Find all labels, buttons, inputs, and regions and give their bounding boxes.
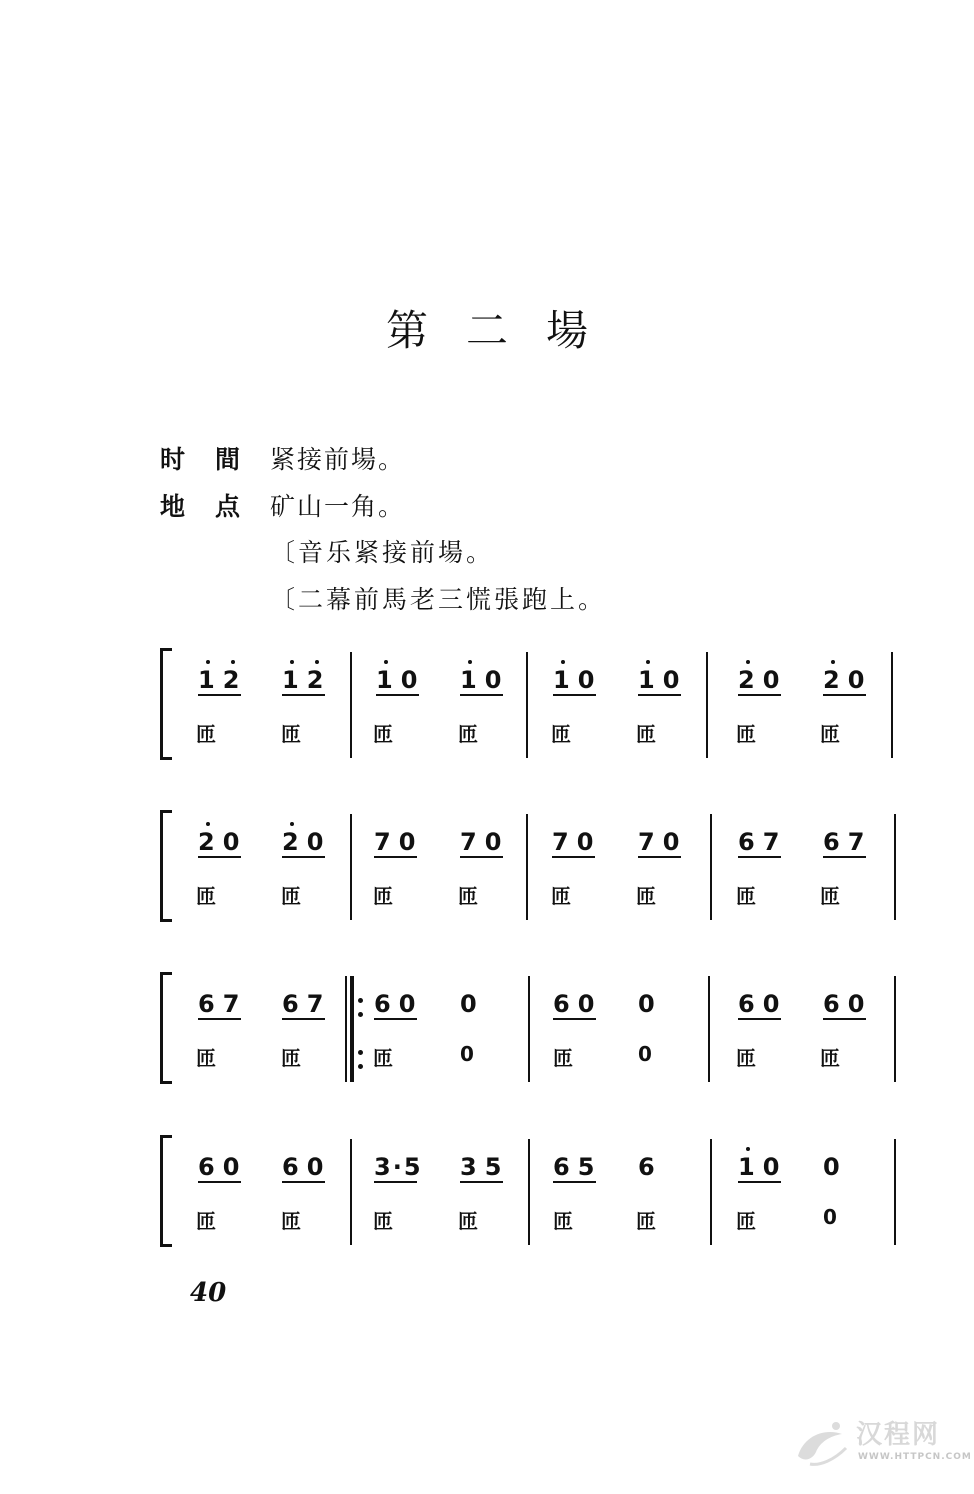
info-text: 紧接前場。 [270,445,406,474]
note: 70 [638,828,688,856]
perc-symbol: 匝 [636,1209,656,1233]
system-bracket [160,1081,172,1084]
barline [350,1139,352,1245]
perc-symbol: 匝 [281,1209,301,1233]
system-bracket [160,972,163,1084]
perc-symbol: 匝 [196,884,216,908]
note: 10 [553,666,603,694]
stage-direction: 〔二幕前馬老三慌張跑上。 [270,585,607,614]
info-time [160,440,405,476]
score-system [160,810,900,922]
system-bracket [160,1135,163,1247]
note: 60 [553,990,603,1018]
watermark-text: 汉程网 [856,1420,941,1450]
note: 0 [823,1153,848,1181]
perc-symbol: 匝 [373,722,393,746]
perc-symbol: 匝 [281,1046,301,1070]
note: 12 [198,666,248,694]
info-label: 时間 [160,445,271,474]
note: 60 [738,990,788,1018]
system-bracket [160,757,172,760]
perc-symbol: 匝 [458,722,478,746]
perc-symbol: 匝 [281,884,301,908]
repeat-barline [345,976,347,1082]
barline [706,652,708,758]
perc-symbol: 匝 [636,884,656,908]
system-bracket [160,810,163,922]
note: 70 [552,828,602,856]
note: 20 [738,666,788,694]
perc-symbol: 匝 [820,722,840,746]
perc-symbol: 匝 [736,722,756,746]
note: 0 [460,990,485,1018]
barline [894,976,896,1082]
stage-direction: 〔音乐紧接前場。 [270,538,495,567]
note: 12 [282,666,332,694]
system-bracket [160,919,172,922]
repeat-barline [350,976,354,1082]
score-system [160,972,900,1084]
page-number: 40 [190,1278,227,1308]
note: 20 [198,828,248,856]
perc-symbol: 匝 [373,1046,393,1070]
perc-symbol: 0 [823,1205,837,1229]
barline [350,652,352,758]
note: 70 [374,828,424,856]
note: 10 [638,666,688,694]
system-bracket [160,648,172,651]
barline [708,976,710,1082]
note: 3·5 [374,1153,423,1181]
note: 60 [374,990,424,1018]
page-title: 第二場 [385,306,626,355]
note: 67 [738,828,788,856]
perc-symbol: 匝 [551,722,571,746]
system-bracket [160,648,163,760]
note: 67 [198,990,248,1018]
note: 60 [823,990,873,1018]
perc-symbol: 匝 [736,1046,756,1070]
note: 60 [282,1153,332,1181]
perc-symbol: 匝 [636,722,656,746]
note: 70 [460,828,510,856]
barline [526,652,528,758]
system-bracket [160,1135,172,1138]
info-place [160,487,405,523]
system-bracket [160,1244,172,1247]
perc-symbol: 匝 [196,1209,216,1233]
perc-symbol: 匝 [553,1209,573,1233]
perc-symbol: 匝 [281,722,301,746]
perc-symbol: 匝 [196,1046,216,1070]
watermark [790,1412,972,1482]
perc-symbol: 匝 [373,1209,393,1233]
barline [710,1139,712,1245]
perc-symbol: 匝 [551,884,571,908]
perc-symbol: 匝 [820,1046,840,1070]
note: 0 [638,990,663,1018]
barline [894,1139,896,1245]
score-system [160,648,900,760]
barline [891,652,893,758]
score-system [160,1135,900,1247]
barline [710,814,712,920]
perc-symbol: 匝 [458,1209,478,1233]
note: 67 [823,828,873,856]
barline [526,814,528,920]
note: 6 [638,1153,663,1181]
system-bracket [160,972,172,975]
note: 35 [460,1153,510,1181]
info-label: 地点 [160,492,271,521]
note: 10 [376,666,426,694]
perc-symbol: 匝 [373,884,393,908]
perc-symbol: 匝 [736,884,756,908]
watermark-url: WWW.HTTPCN.COM [858,1452,972,1462]
perc-symbol: 匝 [553,1046,573,1070]
barline [350,814,352,920]
perc-symbol: 匝 [196,722,216,746]
barline [528,976,530,1082]
note: 10 [460,666,510,694]
info-text: 矿山一角。 [270,492,406,521]
note: 65 [553,1153,603,1181]
perc-symbol: 匝 [458,884,478,908]
note: 10 [738,1153,788,1181]
barline [894,814,896,920]
perc-symbol: 匝 [736,1209,756,1233]
perc-symbol: 0 [638,1042,652,1066]
note: 20 [823,666,873,694]
barline [528,1139,530,1245]
perc-symbol: 0 [460,1042,474,1066]
perc-symbol: 匝 [820,884,840,908]
note: 20 [282,828,332,856]
note: 67 [282,990,332,1018]
system-bracket [160,810,172,813]
watermark-logo-icon [790,1416,854,1472]
note: 60 [198,1153,248,1181]
